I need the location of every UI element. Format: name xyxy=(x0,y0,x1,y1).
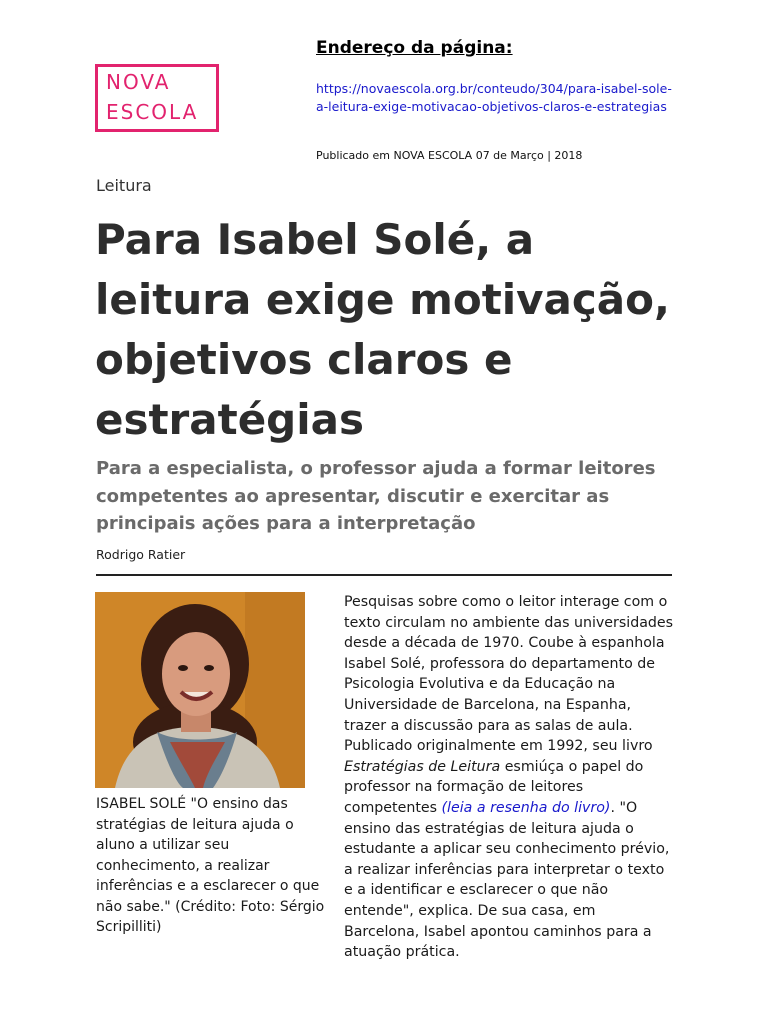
article-body xyxy=(344,592,674,963)
published-info: Publicado em NOVA ESCOLA 07 de Março | 2018 xyxy=(316,149,583,162)
body-part-2: esmiúça o papel do professor na formação de leitores competentes xyxy=(344,758,644,816)
author-name: Rodrigo Ratier xyxy=(96,547,186,562)
photo-caption: ISABEL SOLÉ "O ensino das stratégias de leitura ajuda o aluno a utilizar seu conhecimento, a realizar inferências e a esclarecer o que não sabe." (Crédito: Foto: Sérgio Scripilliti) xyxy=(96,796,325,935)
divider xyxy=(96,574,672,576)
page-url-link[interactable]: https://novaescola.org.br/conteudo/304/para-isabel-sole-a-leitura-exige-motivacao-objetivos-claros-e-estrategias xyxy=(316,81,672,114)
address-title: Endereço da página: xyxy=(316,38,513,58)
logo-line-1: NOVA xyxy=(106,70,171,94)
article-subtitle: Para a especialista, o professor ajuda a formar leitores competentes ao apresentar, discutir e exercitar as principais ações para a interpretação xyxy=(96,458,656,534)
category-label: Leitura xyxy=(96,176,152,195)
body-part-3: . "O ensino das estratégias de leitura ajuda o estudante a aplicar seu conhecimento prévio, a realizar inferências para interpretar o texto e a identificar e esclarecer o que não entende", explica. De sua casa, em Barcelona, Isabel apontou caminhos para a atuação prática. xyxy=(344,799,670,961)
article-headline: Para Isabel Solé, a leitura exige motivação, objetivos claros e estratégias xyxy=(95,215,670,444)
portrait-photo xyxy=(95,592,305,788)
nova-escola-logo[interactable] xyxy=(95,64,219,132)
book-review-link[interactable]: (leia a resenha do livro) xyxy=(441,799,611,816)
book-title: Estratégias de Leitura xyxy=(344,758,501,775)
body-part-1: Pesquisas sobre como o leitor interage com o texto circulam no ambiente das universidades desde a década de 1970. Coube à espanhola Isabel Solé, professora do departamento de Psicologia Evolutiva e da Educação na Universidade de Barcelona, na Espanha, trazer a discussão para as salas de aula. Publicado originalmente em 1992, seu livro xyxy=(344,594,674,755)
logo-line-2: ESCOLA xyxy=(106,100,199,124)
